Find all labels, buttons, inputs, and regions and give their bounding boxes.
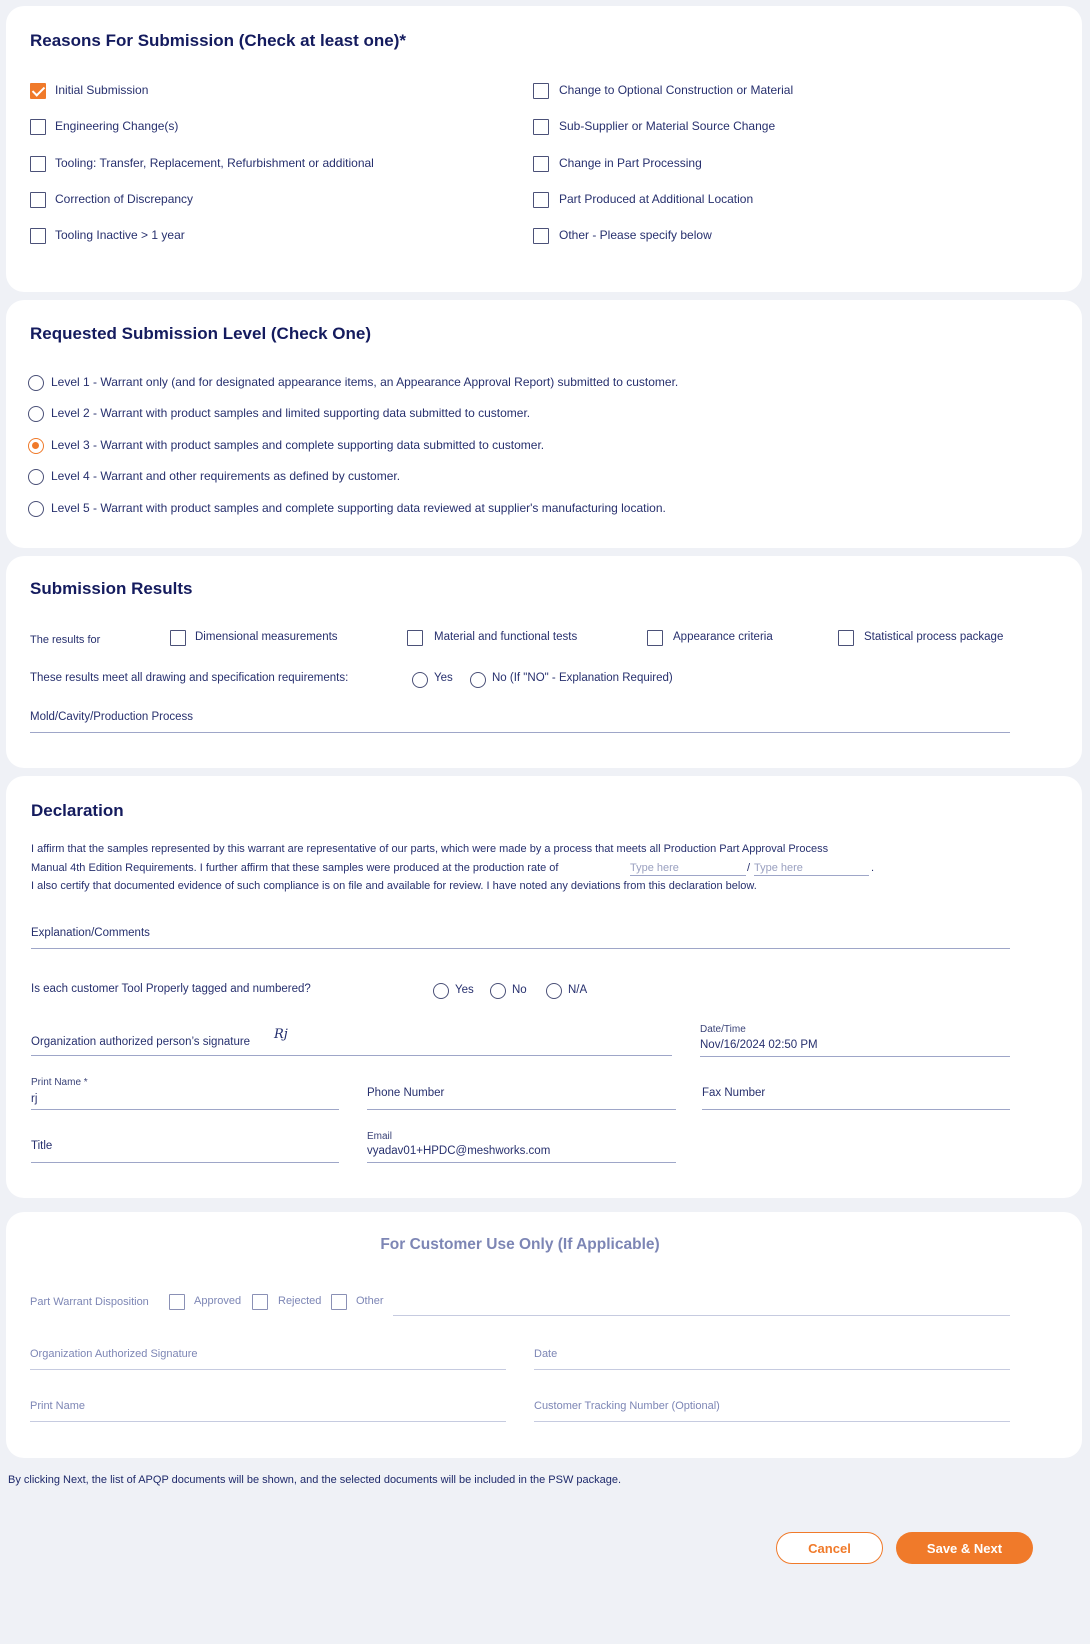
checkbox-additional-location[interactable] [533, 192, 549, 208]
label-correction-discrepancy: Correction of Discrepancy [55, 192, 194, 206]
radio-level-4[interactable] [28, 469, 44, 485]
checkbox-approved[interactable] [169, 1294, 185, 1310]
radio-level-1[interactable] [28, 375, 44, 391]
reasons-title: Reasons For Submission (Check at least one)* [30, 31, 406, 50]
radio-level-5[interactable] [28, 501, 44, 517]
customer-use-title: For Customer Use Only (If Applicable) [380, 1236, 660, 1253]
label-dimensional: Dimensional measurements [195, 631, 338, 643]
checkbox-rejected[interactable] [252, 1294, 268, 1310]
label-level-3: Level 3 - Warrant with product samples and complete supporting data submitted to customer. [51, 438, 545, 452]
mold-cavity-label: Mold/Cavity/Production Process [30, 711, 193, 723]
signature-label: Organization authorized person’s signature [31, 1036, 251, 1048]
label-material-tests: Material and functional tests [434, 631, 578, 643]
checkbox-dimensional[interactable] [170, 630, 186, 646]
customer-date-label: Date [534, 1348, 558, 1360]
footer-note: By clicking Next, the list of APQP documents will be shown, and the selected documents will be included in the PSW package. [8, 1474, 622, 1486]
label-level-5: Level 5 - Warrant with product samples and complete supporting data reviewed at supplier's manufacturing location. [51, 501, 666, 515]
org-signature-label: Organization Authorized Signature [30, 1348, 198, 1360]
checkbox-material-tests[interactable] [407, 630, 423, 646]
checkbox-optional-construction[interactable] [533, 83, 549, 99]
print-name-input[interactable] [31, 1109, 339, 1110]
production-rate-slash: / [747, 862, 751, 874]
submission-level-title: Requested Submission Level (Check One) [30, 324, 372, 343]
label-meet-yes: Yes [434, 672, 453, 684]
checkbox-appearance[interactable] [647, 630, 663, 646]
production-rate-period: . [871, 862, 875, 874]
submission-results-title: Submission Results [30, 579, 193, 598]
radio-meet-yes[interactable] [412, 672, 428, 688]
title-input[interactable] [31, 1162, 339, 1163]
checkbox-tooling-inactive[interactable] [30, 228, 46, 244]
datetime-value[interactable]: Nov/16/2024 02:50 PM [700, 1039, 818, 1051]
checkbox-tooling-transfer[interactable] [30, 156, 46, 172]
email-label: Email [367, 1131, 393, 1142]
checkbox-other[interactable] [533, 228, 549, 244]
production-rate-input-2[interactable]: Type here [754, 862, 869, 876]
label-rejected: Rejected [278, 1295, 322, 1307]
datetime-label: Date/Time [700, 1024, 746, 1035]
declaration-text-line3: I also certify that documented evidence of such compliance is on file and available for review. I have noted any deviations from this declaration below. [31, 880, 757, 892]
label-engineering-change: Engineering Change(s) [55, 119, 179, 133]
print-name-value[interactable]: rj [31, 1093, 38, 1105]
checkbox-initial-submission[interactable] [30, 83, 46, 99]
tracking-number-input[interactable] [534, 1421, 1010, 1422]
label-optional-construction: Change to Optional Construction or Material [559, 83, 794, 97]
radio-meet-no[interactable] [470, 672, 486, 688]
customer-print-name-label: Print Name [30, 1400, 86, 1412]
submission-results-card [6, 556, 1082, 768]
customer-date-input[interactable] [534, 1369, 1010, 1370]
customer-use-card [6, 1212, 1082, 1458]
signature-input[interactable] [31, 1055, 672, 1056]
declaration-text-line2: Manual 4th Edition Requirements. I further affirm that these samples were produced at the production rate of [31, 862, 559, 874]
fax-input[interactable] [702, 1109, 1010, 1110]
production-rate-input-1[interactable]: Type here [630, 862, 746, 876]
phone-input[interactable] [367, 1109, 676, 1110]
meet-requirements-label: These results meet all drawing and specification requirements: [30, 672, 349, 684]
checkbox-part-processing[interactable] [533, 156, 549, 172]
title-label: Title [31, 1140, 53, 1152]
print-name-label: Print Name * [31, 1077, 88, 1088]
reasons-card [6, 6, 1082, 292]
label-additional-location: Part Produced at Additional Location [559, 192, 754, 206]
mold-cavity-input[interactable] [30, 732, 1010, 733]
checkbox-statistical[interactable] [838, 630, 854, 646]
label-meet-no: No (If "NO" - Explanation Required) [492, 672, 673, 684]
checkbox-correction-discrepancy[interactable] [30, 192, 46, 208]
label-tool-yes: Yes [455, 984, 474, 996]
checkbox-engineering-change[interactable] [30, 119, 46, 135]
signature-value: Rj [274, 1027, 288, 1042]
fax-label: Fax Number [702, 1087, 766, 1099]
label-level-1: Level 1 - Warrant only (and for designated appearance items, an Appearance Approval Report) submitted to customer. [51, 375, 679, 389]
email-value[interactable]: vyadav01+HPDC@meshworks.com [367, 1145, 551, 1157]
label-tooling-transfer: Tooling: Transfer, Replacement, Refurbishment or additional [55, 156, 374, 170]
checkbox-disposition-other[interactable] [331, 1294, 347, 1310]
label-appearance: Appearance criteria [673, 631, 773, 643]
checkbox-sub-supplier-change[interactable] [533, 119, 549, 135]
label-level-2: Level 2 - Warrant with product samples and limited supporting data submitted to customer. [51, 406, 531, 420]
label-tool-na: N/A [568, 984, 588, 996]
declaration-text-line1: I affirm that the samples represented by this warrant are representative of our parts, which were made by a process that meets all Production Part Approval Process [31, 843, 829, 855]
tool-question-label: Is each customer Tool Properly tagged and numbered? [31, 983, 311, 995]
radio-level-3[interactable] [28, 438, 44, 454]
phone-label: Phone Number [367, 1087, 445, 1099]
tracking-number-label: Customer Tracking Number (Optional) [534, 1400, 720, 1412]
customer-print-name-input[interactable] [30, 1421, 506, 1422]
label-other: Other - Please specify below [559, 228, 712, 242]
save-next-button[interactable]: Save & Next [896, 1532, 1033, 1564]
label-initial-submission: Initial Submission [55, 83, 149, 97]
radio-tool-yes[interactable] [433, 983, 449, 999]
submission-level-card [6, 300, 1082, 548]
declaration-card [6, 776, 1082, 1198]
label-tooling-inactive: Tooling Inactive > 1 year [55, 228, 185, 242]
label-sub-supplier-change: Sub-Supplier or Material Source Change [559, 119, 776, 133]
results-for-label: The results for [30, 634, 101, 646]
datetime-input[interactable] [700, 1056, 1010, 1057]
label-tool-no: No [512, 984, 527, 996]
cancel-button[interactable]: Cancel [776, 1532, 883, 1564]
explanation-label: Explanation/Comments [31, 927, 150, 939]
label-statistical: Statistical process package [864, 631, 1004, 643]
label-disposition-other: Other [356, 1295, 384, 1307]
radio-level-2[interactable] [28, 406, 44, 422]
radio-tool-no[interactable] [490, 983, 506, 999]
label-part-processing: Change in Part Processing [559, 156, 702, 170]
org-signature-input[interactable] [30, 1369, 506, 1370]
explanation-input[interactable] [31, 948, 1010, 949]
email-input[interactable] [367, 1162, 676, 1163]
declaration-title: Declaration [31, 801, 124, 820]
label-approved: Approved [194, 1295, 242, 1307]
disposition-other-input[interactable] [393, 1315, 1010, 1316]
label-level-4: Level 4 - Warrant and other requirements as defined by customer. [51, 469, 401, 483]
disposition-label: Part Warrant Disposition [30, 1296, 149, 1308]
radio-tool-na[interactable] [546, 983, 562, 999]
